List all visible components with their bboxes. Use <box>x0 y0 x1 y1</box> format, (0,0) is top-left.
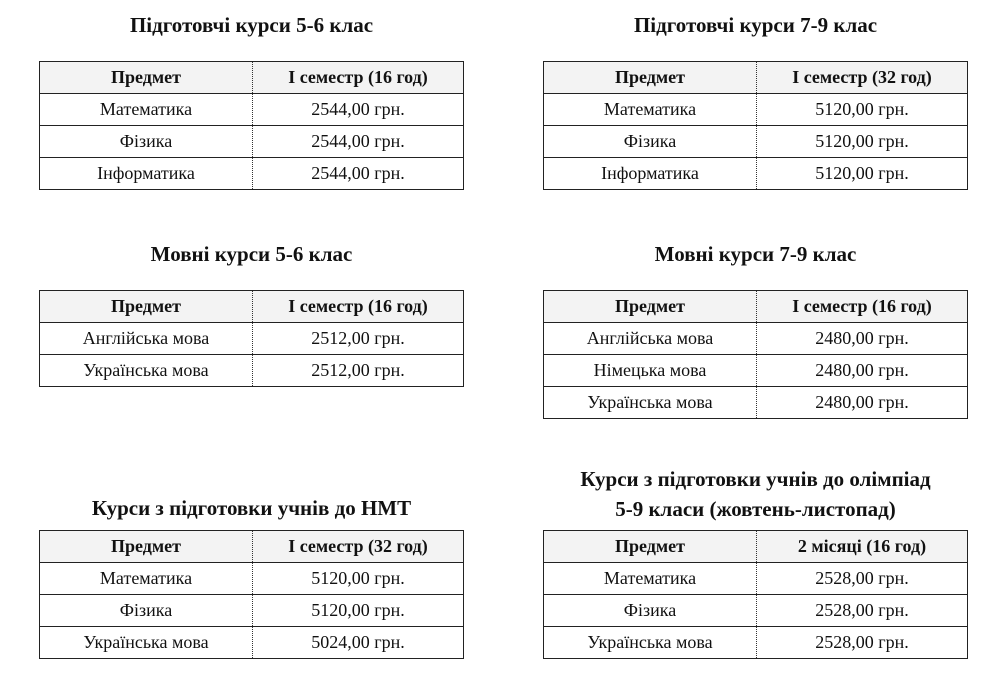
table-row <box>544 94 968 126</box>
table-row <box>40 563 464 595</box>
price-cell: 2512,00 грн. <box>253 355 464 387</box>
price-table <box>543 61 968 190</box>
price-cell: 5120,00 грн. <box>253 595 464 627</box>
price-cell: 2480,00 грн. <box>757 323 968 355</box>
price-cell: 2480,00 грн. <box>757 355 968 387</box>
subject-cell: Українська мова <box>40 627 253 659</box>
price-table <box>543 530 968 659</box>
price-table <box>543 290 968 419</box>
table-row <box>40 627 464 659</box>
subject-cell: Математика <box>544 563 757 595</box>
subject-cell: Фізика <box>40 595 253 627</box>
price-cell: 2544,00 грн. <box>253 126 464 158</box>
table-header-row <box>544 62 968 94</box>
column-header-subject: Предмет <box>544 62 757 94</box>
table-row <box>40 355 464 387</box>
subject-cell: Українська мова <box>544 627 757 659</box>
block-title: Курси з підготовки учнів до олімпіад 5-9 класи (жовтень-листопад) <box>580 467 931 521</box>
table-header-row <box>40 531 464 563</box>
column-header-subject: Предмет <box>40 531 253 563</box>
table-row <box>544 355 968 387</box>
column-header-period: І семестр (16 год) <box>253 62 464 94</box>
table-row <box>40 595 464 627</box>
price-cell: 2480,00 грн. <box>757 387 968 419</box>
table-row <box>544 627 968 659</box>
subject-cell: Інформатика <box>40 158 253 190</box>
table-row <box>544 387 968 419</box>
subject-cell: Математика <box>40 563 253 595</box>
subject-cell: Німецька мова <box>544 355 757 387</box>
price-cell: 2544,00 грн. <box>253 94 464 126</box>
column-header-subject: Предмет <box>544 291 757 323</box>
block-title: Курси з підготовки учнів до НМТ <box>91 496 412 520</box>
column-header-period: І семестр (32 год) <box>253 531 464 563</box>
table-row <box>544 595 968 627</box>
table-row <box>544 563 968 595</box>
column-header-period: 2 місяці (16 год) <box>757 531 968 563</box>
price-cell: 5120,00 грн. <box>757 158 968 190</box>
block-title: Мовні курси 5-6 клас <box>150 242 353 266</box>
subject-cell: Англійська мова <box>40 323 253 355</box>
price-cell: 2512,00 грн. <box>253 323 464 355</box>
table-row <box>40 323 464 355</box>
column-header-subject: Предмет <box>40 291 253 323</box>
price-cell: 5120,00 грн. <box>757 126 968 158</box>
table-row <box>544 323 968 355</box>
price-cell: 2528,00 грн. <box>757 595 968 627</box>
column-header-subject: Предмет <box>40 62 253 94</box>
price-cell: 2544,00 грн. <box>253 158 464 190</box>
table-header-row <box>40 62 464 94</box>
table-row <box>40 94 464 126</box>
subject-cell: Фізика <box>544 595 757 627</box>
price-cell: 5024,00 грн. <box>253 627 464 659</box>
price-table <box>39 290 464 387</box>
subject-cell: Інформатика <box>544 158 757 190</box>
table-row <box>544 126 968 158</box>
column-header-period: І семестр (32 год) <box>757 62 968 94</box>
subject-cell: Фізика <box>40 126 253 158</box>
subject-cell: Українська мова <box>40 355 253 387</box>
subject-cell: Англійська мова <box>544 323 757 355</box>
block-title: Мовні курси 7-9 клас <box>654 242 857 266</box>
column-header-subject: Предмет <box>544 531 757 563</box>
price-cell: 2528,00 грн. <box>757 627 968 659</box>
price-cell: 5120,00 грн. <box>757 94 968 126</box>
table-header-row <box>544 291 968 323</box>
subject-cell: Фізика <box>544 126 757 158</box>
table-header-row <box>544 531 968 563</box>
block-title: Підготовчі курси 5-6 клас <box>129 13 374 37</box>
price-cell: 2528,00 грн. <box>757 563 968 595</box>
price-table <box>39 61 464 190</box>
subject-cell: Математика <box>40 94 253 126</box>
table-header-row <box>40 291 464 323</box>
column-header-period: І семестр (16 год) <box>757 291 968 323</box>
price-table <box>39 530 464 659</box>
table-row <box>40 126 464 158</box>
subject-cell: Математика <box>544 94 757 126</box>
price-cell: 5120,00 грн. <box>253 563 464 595</box>
table-row <box>544 158 968 190</box>
subject-cell: Українська мова <box>544 387 757 419</box>
table-row <box>40 158 464 190</box>
column-header-period: І семестр (16 год) <box>253 291 464 323</box>
block-title: Підготовчі курси 7-9 клас <box>633 13 878 37</box>
